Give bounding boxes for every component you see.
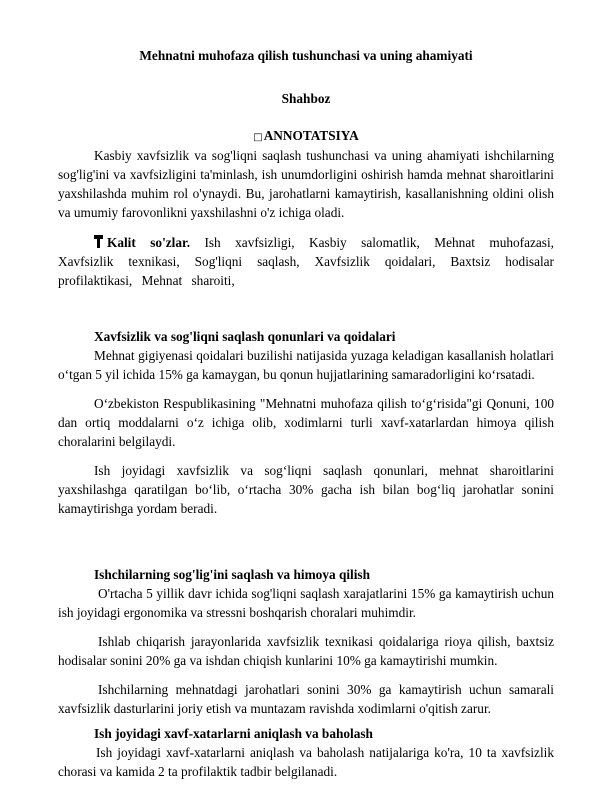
section2-paragraph-3: Ishchilarning mehnatdagi jarohatlari sonini 30% ga kamaytirish uchun samarali xavfsizlik dasturlarini joriy etish va muntazam ravishda xodimlarni o'qitish zarur. xyxy=(58,682,554,716)
section2-paragraph-1: O'rtacha 5 yillik davr ichida sog'liqni saqlash xarajatlarini 15% ga kamaytirish uchun ish joyidagi ergonomika va stressni boshqarish choralari muhimdir. xyxy=(58,586,554,620)
keywords-block xyxy=(58,233,554,290)
section3 xyxy=(58,724,554,781)
section2-paragraph-2: Ishlab chiqarish jarayonlarida xavfsizlik texnikasi qoidalariga rioya qilish, baxtsiz hodisalar sonini 20% ga va ishdan chiqish kunlarini 10% ga kamaytirishi mumkin. xyxy=(58,634,554,668)
section1-heading: Xavfsizlik va sog'liqni saqlash qonunlari va qoidalari xyxy=(94,329,396,344)
section1 xyxy=(58,327,554,518)
section2-heading: Ishchilarning sog'lig'ini saqlash va himoya qilish xyxy=(94,567,371,582)
abstract-heading-text: ANNOTATSIYA xyxy=(263,128,359,143)
section1-paragraph-1: Mehnat gigiyenasi qoidalari buzilishi natijasida yuzaga keladigan kasallanish holatlari o‘tgan 5 yil ichida 15% ga kamaygan, bu qonun hujjatlarining samaradorligini ko‘rsatadi. xyxy=(58,348,554,382)
section2 xyxy=(58,565,554,718)
keywords-paragraph xyxy=(58,233,554,290)
pin-icon xyxy=(94,235,103,248)
document-author: Shahboz xyxy=(281,91,331,106)
keywords-label: Kalit so'zlar. xyxy=(107,235,191,250)
section3-paragraph-1: Ish joyidagi xavf-xatarlarni aniqlash va baholash natijalariga ko'ra, 10 ta xavfsizlik chorasi va kamida 2 ta profilaktik tadbir belgilanadi. xyxy=(58,745,554,779)
section3-heading: Ish joyidagi xavf-xatarlarni aniqlash va baholash xyxy=(94,726,373,741)
section1-paragraph-2: O‘zbekiston Respublikasining "Mehnatni muhofaza qilish to‘g‘risida"gi Qonuni, 100 dan ortiq moddalarni o‘z ichiga olib, xodimlarni turli xavf-xatarlardan himoya qilish choralarini belgilaydi. xyxy=(58,396,554,449)
abstract-heading xyxy=(0,126,612,147)
box-glyph-icon: □ xyxy=(253,132,263,143)
abstract-block xyxy=(58,146,554,222)
section1-paragraph-3: Ish joyidagi xavfsizlik va sog‘liqni saqlash qonunlari, mehnat sharoitlarini yaxshilashga qaratilgan bo‘lib, o‘rtacha 30% gacha ish bilan bog‘liq jarohatlar sonini kamaytirishga yordam beradi. xyxy=(58,463,554,516)
abstract-text: Kasbiy xavfsizlik va sog'liqni saqlash tushunchasi va uning ahamiyati ishchilarning sog'lig'ini va xavfsizligini ta'minlash, ish unumdorligini oshirish hamda mehnat sharoitlarini yaxshilashda muhim rol o'ynaydi. Bu, jarohatlarni kamaytirish, kasallanishning oldini olish va umumiy farovonlikni yaxshilashni o'z ichiga oladi. xyxy=(58,148,554,220)
document-title: Mehnatni muhofaza qilish tushunchasi va uning ahamiyati xyxy=(139,48,473,63)
keywords-text: Ish xavfsizligi, Kasbiy salomatlik, Mehnat muhofazasi, Xavfsizlik texnikasi, Sog'liqni saqlash, Xavfsizlik qoidalari, Baxtsiz hodisalar profilaktikasi, Mehnat sharoiti, xyxy=(58,235,554,288)
